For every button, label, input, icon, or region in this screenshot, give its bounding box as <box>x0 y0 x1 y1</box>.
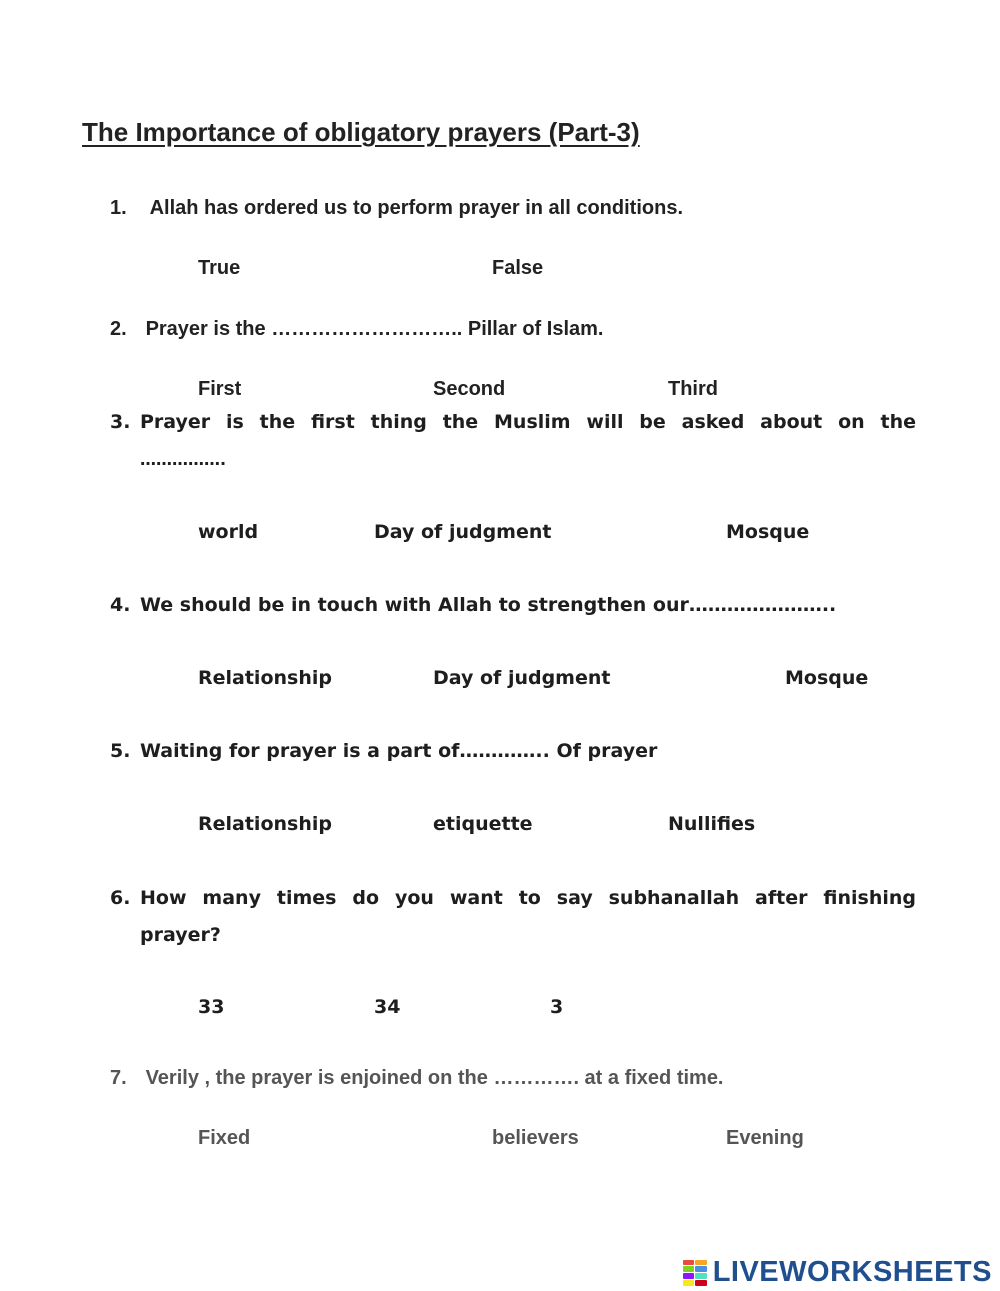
option-relationship[interactable]: Relationship <box>198 667 332 689</box>
liveworksheets-logo-icon <box>683 1260 707 1286</box>
option-day-of-judgment[interactable]: Day of judgment <box>374 521 552 543</box>
question-4 <box>110 594 836 616</box>
question-text: Allah has ordered us to perform prayer in all conditions. <box>149 197 683 219</box>
option-third[interactable]: Third <box>668 378 718 400</box>
page-title: The Importance of obligatory prayers (Part-3) <box>82 117 640 147</box>
option-first[interactable]: First <box>198 378 242 400</box>
option-evening[interactable]: Evening <box>726 1127 804 1149</box>
question-number: 6. <box>110 887 131 909</box>
question-5 <box>110 740 657 762</box>
option-true[interactable]: True <box>198 257 241 279</box>
question-3 <box>110 411 140 433</box>
liveworksheets-logo[interactable] <box>683 1256 992 1289</box>
question-text-continued: prayer? <box>140 924 221 946</box>
answer-blank: ……………. <box>140 450 227 469</box>
option-fixed[interactable]: Fixed <box>198 1127 251 1149</box>
question-2 <box>110 318 603 341</box>
option-relationship[interactable]: Relationship <box>198 813 332 835</box>
option-mosque[interactable]: Mosque <box>726 521 810 543</box>
question-7 <box>110 1067 724 1090</box>
question-text: Waiting for prayer is a part of………….. Of prayer <box>140 740 658 762</box>
option-etiquette[interactable]: etiquette <box>433 813 533 835</box>
question-1 <box>110 197 683 220</box>
question-6 <box>110 887 140 909</box>
question-number: 7. <box>110 1067 127 1089</box>
option-33[interactable]: 33 <box>198 996 225 1018</box>
option-false[interactable]: False <box>492 257 544 279</box>
option-3[interactable]: 3 <box>550 996 564 1018</box>
question-number: 4. <box>110 594 131 616</box>
option-believers[interactable]: believers <box>492 1127 579 1149</box>
option-world[interactable]: world <box>198 521 259 543</box>
option-34[interactable]: 34 <box>374 996 401 1018</box>
option-second[interactable]: Second <box>433 378 506 400</box>
question-number: 5. <box>110 740 131 762</box>
question-number: 1. <box>110 197 127 219</box>
question-number: 3. <box>110 411 131 433</box>
logo-text: LIVEWORKSHEETS <box>712 1256 992 1288</box>
question-text: We should be in touch with Allah to strengthen our………………….. <box>140 594 837 616</box>
question-text: Verily , the prayer is enjoined on the …………. at a fixed time. <box>145 1067 724 1089</box>
question-text: Prayer is the first thing the Muslim will be asked about on the <box>140 411 916 433</box>
option-day-of-judgment[interactable]: Day of judgment <box>433 667 611 689</box>
option-nullifies[interactable]: Nullifies <box>668 813 756 835</box>
option-mosque[interactable]: Mosque <box>785 667 869 689</box>
question-text: Prayer is the ……………………….. Pillar of Islam. <box>145 318 604 340</box>
question-text: How many times do you want to say subhanallah after finishing <box>140 887 916 909</box>
question-number: 2. <box>110 318 127 340</box>
